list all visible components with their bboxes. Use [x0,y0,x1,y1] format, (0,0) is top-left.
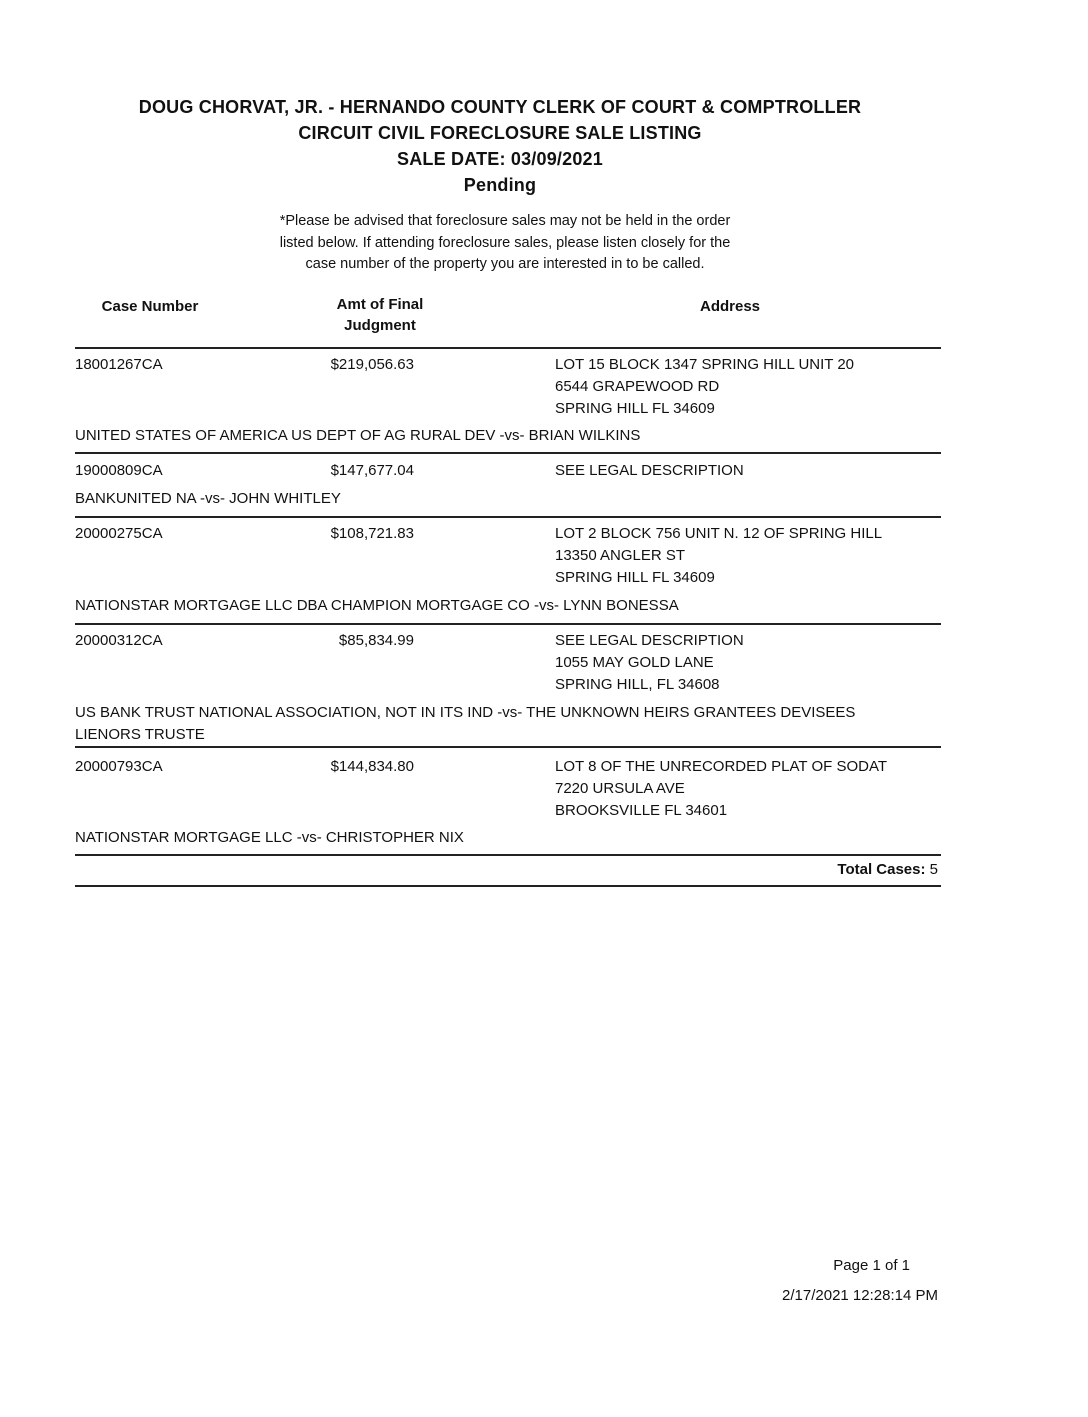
address-line: LOT 15 BLOCK 1347 SPRING HILL UNIT 20 [555,356,855,373]
property-address [555,756,887,822]
total-cases-label: Total Cases: [837,861,926,878]
address-line: SEE LEGAL DESCRIPTION [555,462,744,479]
property-address [555,523,882,589]
column-header-address: Address [699,298,761,315]
case-number: 18001267CA [75,356,163,373]
address-line: BROOKSVILLE FL 34601 [555,802,728,819]
case-parties: NATIONSTAR MORTGAGE LLC -vs- CHRISTOPHER NIX [75,829,464,846]
case-parties: NATIONSTAR MORTGAGE LLC DBA CHAMPION MORTGAGE CO -vs- LYNN BONESSA [75,597,679,614]
table-divider [75,347,941,349]
judgment-amount: $85,834.99 [338,632,414,649]
header-sale-date: SALE DATE: 03/09/2021 [397,149,603,169]
case-number: 20000312CA [75,632,163,649]
case-parties: US BANK TRUST NATIONAL ASSOCIATION, NOT IN ITS IND -vs- THE UNKNOWN HEIRS GRANTEES DEVISEES LIENORS TRUSTE [75,704,856,743]
address-line: 13350 ANGLER ST [555,547,686,564]
case-parties: UNITED STATES OF AMERICA US DEPT OF AG RURAL DEV -vs- BRIAN WILKINS [75,427,641,444]
table-divider [75,854,941,856]
case-number: 19000809CA [75,462,163,479]
address-line: LOT 8 OF THE UNRECORDED PLAT OF SODAT [555,758,887,775]
address-line: SPRING HILL FL 34609 [555,400,715,417]
header-office-title: DOUG CHORVAT, JR. - HERNANDO COUNTY CLERK OF COURT & COMPTROLLER [138,97,862,117]
judgment-amount: $219,056.63 [330,356,414,373]
address-line: SEE LEGAL DESCRIPTION [555,632,744,649]
judgment-amount: $144,834.80 [330,758,414,775]
column-header-amount-line: Judgment [344,317,416,334]
header-listing-title: CIRCUIT CIVIL FORECLOSURE SALE LISTING [298,123,702,143]
table-divider [75,746,941,748]
notice-line: listed below. If attending foreclosure sales, please listen closely for the [279,234,731,251]
document-header [0,94,1000,198]
address-line: 1055 MAY GOLD LANE [555,654,714,671]
address-line: LOT 2 BLOCK 756 UNIT N. 12 OF SPRING HILL [555,525,883,542]
table-divider [75,452,941,454]
notice-line: case number of the property you are interested in to be called. [305,256,705,272]
table-divider [75,516,941,518]
judgment-amount: $147,677.04 [330,462,414,479]
column-header-amount-line: Amt of Final [336,296,424,313]
property-address [555,460,744,482]
case-number: 20000275CA [75,525,163,542]
notice-line: *Please be advised that foreclosure sales may not be held in the order [279,213,731,229]
column-header-case-number: Case Number [101,298,199,315]
total-cases-value: 5 [929,861,938,878]
column-header-amount [300,294,460,336]
address-line: SPRING HILL, FL 34608 [555,676,720,693]
address-line: 7220 URSULA AVE [555,780,685,797]
case-number: 20000793CA [75,758,163,775]
address-line: SPRING HILL FL 34609 [555,569,715,586]
header-status: Pending [463,175,537,195]
property-address [555,354,854,420]
total-cases [837,861,938,878]
page-number: Page 1 of 1 [833,1257,910,1274]
table-divider [75,623,941,625]
address-line: 6544 GRAPEWOOD RD [555,378,720,395]
property-address [555,630,744,696]
table-divider [75,885,941,887]
advisory-notice [220,211,790,276]
case-parties: BANKUNITED NA -vs- JOHN WHITLEY [75,490,341,507]
print-timestamp: 2/17/2021 12:28:14 PM [782,1287,938,1304]
judgment-amount: $108,721.83 [330,525,414,542]
